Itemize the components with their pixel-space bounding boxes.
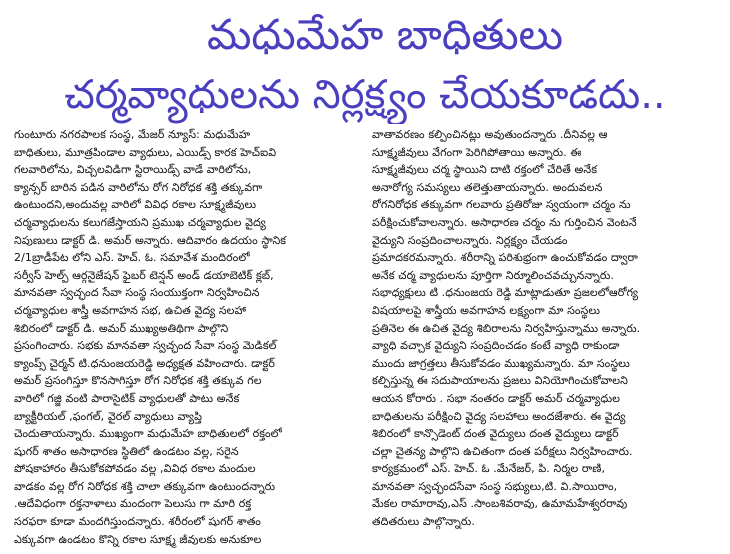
article-text-line: ప్రతినెల ఈ ఉచిత వైద్య శిబిరాలను నిర్వహిస్తున్నాము అన్నారు.	[372, 321, 641, 335]
article-text-line: సరఫరా కూడా మందగిస్తుందన్నారు. శరీరంలో షుగర్ శాతం	[14, 515, 261, 529]
article-text-line: వాడకం వల్ల రోగ నిరోధక శక్తి చాలా తక్కువగా ఉంటుందన్నారు	[14, 479, 276, 493]
article-text-line: నిపుణులు డాక్టర్ డి. అమర్ అన్నారు. ఆదివారం ఉదయం స్థానిక	[14, 233, 287, 247]
article-text-line: సర్వీస్ హెల్ప్ ఆర్గనైజేషన్ ఫైబర్ టెన్షన్ అండ్ డయాబెటిక్ క్లబ్,	[14, 268, 274, 282]
article-text-line: చల్లా చైతన్య పాల్గొని ఉచితంగా దంత పరీక్షలు నిర్వహించారు.	[372, 444, 633, 458]
article-text-line: కార్యక్రమంలో ఎస్. హెచ్. ఓ .మేనేజర్, పి. నిర్మల రాణి,	[372, 462, 606, 476]
article-text-line: శిబిరంలో డాక్టర్ డి. అమర్ ముఖ్యఅతిథిగా పాల్గొని	[14, 321, 229, 335]
article-text-line: ఎక్కువగా ఉండటం కొన్ని రకాల సూక్ష్మ జీవులకు అనుకూల	[14, 532, 262, 546]
article-text-line: మానవతా స్వచ్ఛంద సేవా సంస్థ సంయుక్తంగా నిర్వహించిన	[14, 286, 260, 300]
article-text-line: వారిలో గజ్జి వంటి పారాసైటిక్ వ్యాధులతో పాటు అనేక	[14, 391, 240, 405]
article-text-line: క్యాంప్స్ చైర్మన్ టి.ధనుంజయరెడ్డి అధ్యక్షత వహించారు. డాక్టర్	[14, 356, 275, 370]
article-text-line: సూక్ష్మజీవులు వేగంగా పెరిగిపోతాయి అన్నారు. ఈ	[372, 145, 582, 159]
article-text-line: గుంటూరు నగరపాలక సంస్థ, మేజర్ న్యూస్: మధుమేహ	[14, 128, 251, 141]
article-text-line: ఉంటుందని,అందువల్ల వారిలో వివిధ రకాల సూక్ష్మజీవులు	[14, 198, 257, 212]
article-text-line: .ఆదేవిధంగా రక్తనాళాలు మందంగా పెలుసు గా మారి రక్త	[14, 497, 252, 511]
article-text-line: పోషకాహారం తీసుకోకపోవడం వల్ల ,వివిధ రకాల మందుల	[14, 462, 256, 476]
article-text-line: బాధితులు, మూత్రపిండాల వ్యాధులు, ఎయిడ్స్ కారక హెచ్ఐవి	[14, 145, 277, 159]
article-text-line: ఆయన కోరారు . సభా నంతరం డాక్టర్ అమర్ చర్మవ్యాధుల	[372, 391, 621, 405]
article-text-line: శిబిరంలో కాన్సొడెంట్ దంత వైద్యులు దంత వైద్యులు డాక్టర్	[372, 427, 619, 441]
article-text-line: బ్యాక్టీరియల్ ,ఫంగల్, వైరల్ వ్యాధులు వ్యాప్తి	[14, 409, 203, 423]
article-text-line: ప్రసంగించారు. సభకు మానవతా స్వచ్ఛంద సేవా సంస్థ మెడికల్	[14, 339, 277, 353]
article-text-line: తదితరులు పాల్గొన్నారు.	[372, 515, 475, 529]
article-text-line: బాధితులను పరీక్షించి వైద్య సలహాలు అందజేశారు. ఈ వైద్య	[372, 409, 626, 423]
article-text-line: కల్పిస్తున్న ఈ సదుపాయాలను ప్రజలు వినియోగించుకోవాలని	[372, 374, 629, 388]
article-text-line: చర్మవ్యాధులను కలుగజేస్తాయని ప్రముఖ చర్మవ్యాధుల వైద్య	[14, 215, 266, 229]
article-text-line: అనారోగ్య సమస్యలు తలెత్తుతాయన్నారు. అందువలన	[372, 180, 603, 194]
article-text-line: 2/1బ్రాడీపేట లోని ఎస్. హెచ్. ఓ. సమావేశ మందిరంలో	[14, 251, 250, 265]
article-text-line: ముందు జాగ్రత్తలు తీసుకోవడం ముఖ్యమన్నారు. మా సంస్థలు	[372, 356, 630, 370]
article-text-line: మేకల రామారావు,ఎస్ .సాంబశివరావు, ఉమామహేశ్వరరావు	[372, 497, 628, 511]
article-text-line: మానవతా స్వచ్ఛందసేవా సంస్థ సభ్యులు,టి. వి.సాయిరాం,	[372, 479, 618, 493]
article-text-line: క్యాన్సర్ బారిన పడిన వారిలోను రోగ నిరోధక శక్తి తక్కువగా	[14, 180, 263, 194]
article-text-line: సూక్ష్మజీవులు చర్మ స్థాయిని దాటి రక్తంలో చేరితే అనేక	[372, 163, 598, 177]
article-text-line: చర్మవ్యాధుల శాస్త్రీ అవగాహన సభ, ఉచిత వైద్య సలహా	[14, 303, 247, 317]
article-text-line: వాతావరణం కల్పించినట్లు అవుతుందన్నారు .దీనివల్ల ఆ	[372, 128, 608, 141]
article-text-line: సభాధ్యక్షులు టి .ధనుంజయ రెడ్డి మాట్లాడుతూ ప్రజలలోఆరోగ్య	[372, 286, 639, 300]
article-column-right	[372, 126, 716, 550]
headline-line-1: మధుమేహ బాధితులు	[207, 10, 563, 59]
article-text-line: చెందుతాయన్నారు. ముఖ్యంగా మధుమేహ బాధితులలో రక్తంలో	[14, 427, 283, 441]
article-text-line: ప్రమాదకరమన్నారు. శరీరాన్ని పరిశుభ్రంగా ఉంచుకోవడం ద్వారా	[372, 251, 638, 265]
article-text-line: అనేక చర్మ వ్యాధులను పూర్తిగా నిర్మూలించవచ్చునన్నారు.	[372, 268, 614, 282]
article-column-left	[14, 126, 358, 550]
article-text-line: వ్యాధి వచ్చాక వైద్యుని సంప్రదించడం కంటే వ్యాధి రాకుండా	[372, 339, 620, 353]
article-text-line: గలవారిలోను, విచ్చలవిడిగా స్టిరాయిడ్స్ వాడే వారిలోను,	[14, 163, 252, 177]
headline-line-2: చర్మవ్యాధులను నిర్లక్ష్యం చేయకూడదు..	[64, 72, 666, 118]
article-text-line: రోగనిరోధక తక్కువగా గలవారు ప్రతిరోజు స్వయంగా చర్మం ను	[372, 198, 631, 212]
article-text-line: విషయాలపై శాస్త్రీయ అవగాహన లక్ష్యంగా మా సంస్థలు	[372, 303, 601, 317]
article-text-line: షుగర్ శాతం అసాధారణ స్థితిలో ఉండటం వల్ల, సరైన	[14, 444, 239, 458]
article-text-line: పరీక్షించుకోవాలన్నారు. అసాధారణ చర్మం ను గుర్తించిన వెంటనే	[372, 215, 637, 229]
article-text-line: వైద్యుని సంప్రదించాలన్నారు. నిర్లక్ష్యం చేయడం	[372, 233, 568, 247]
article-text-line: అమర్ ప్రసంగిస్తూ కొనసాగిస్తూ రోగ నిరోధక శక్తి తక్కువ గల	[14, 374, 262, 388]
